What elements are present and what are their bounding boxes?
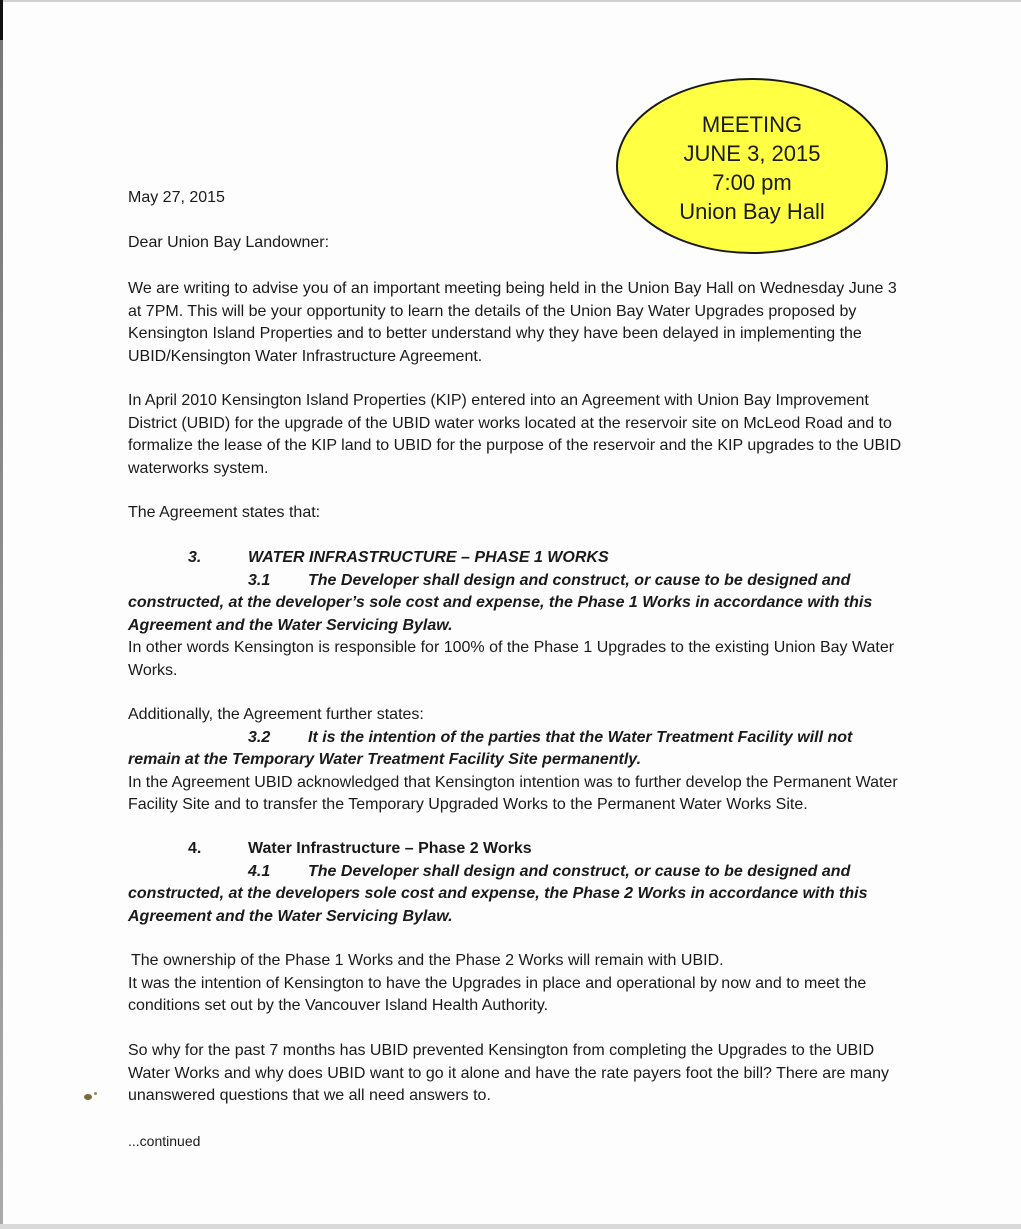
letter-salutation: Dear Union Bay Landowner: <box>128 234 330 251</box>
background-paragraph: In April 2010 Kensington Island Properties (KIP) entered into an Agreement with Union Bay Improvement District (UBID) for the upgrade of the UBID water works located at the reservoir site on McLeod Road and to formalize the lease of the KIP land to UBID for the purpose of the reservoir and the KIP upgrades to the UBID waterworks system. <box>128 392 902 477</box>
section-3 <box>128 547 908 682</box>
scan-edge-bottom <box>0 1224 1021 1229</box>
ownership-line: The ownership of the Phase 1 Works and the Phase 2 Works will remain with UBID. <box>131 952 724 969</box>
section-4-heading <box>128 838 908 861</box>
section-3-1-first-line: 3.1 The Developer shall design and construct, or cause to be designed and <box>128 570 908 593</box>
ownership-paragraph <box>128 950 908 1018</box>
section-3-number: 3. <box>188 549 202 566</box>
meeting-badge <box>616 78 888 254</box>
closing-question-paragraph: So why for the past 7 months has UBID prevented Kensington from completing the Upgrades to the UBID Water Works and why does UBID want to go it alone and have the rate payers foot the bill? There are many unanswered questions that we all need answers to. <box>128 1042 889 1104</box>
scan-edge-left <box>0 0 3 1229</box>
additionally-line: Additionally, the Agreement further states: <box>128 706 424 723</box>
letter-date: May 27, 2015 <box>128 189 225 206</box>
section-3-1-explanation: In other words Kensington is responsible for 100% of the Phase 1 Upgrades to the existing Union Bay Water Works. <box>128 639 895 679</box>
meeting-badge-location: Union Bay Hall <box>679 199 825 224</box>
section-3-2-explanation: In the Agreement UBID acknowledged that Kensington intention was to further develop the Permanent Water Facility Site and to transfer the Temporary Upgraded Works to the Permanent Water Works Site. <box>128 773 898 813</box>
scan-speck-small <box>94 1092 97 1095</box>
section-3-title: WATER INFRASTRUCTURE – PHASE 1 WORKS <box>248 549 609 566</box>
intention-line: It was the intention of Kensington to have the Upgrades in place and operational by now and to meet the conditions set out by the Vancouver Island Health Authority. <box>128 974 867 1014</box>
section-3-2-rest: remain at the Temporary Water Treatment Facility Site permanently. <box>128 751 642 768</box>
agreement-intro: The Agreement states that: <box>128 504 321 521</box>
section-4-number: 4. <box>188 840 202 857</box>
section-4-1-rest: constructed, at the developers sole cost and expense, the Phase 2 Works in accordance with this Agreement and the Water Servicing Bylaw. <box>128 885 868 925</box>
scan-speck <box>84 1094 92 1100</box>
section-4 <box>128 838 908 928</box>
meeting-badge-time: 7:00 pm <box>712 170 792 195</box>
section-4-1-first-line: 4.1 The Developer shall design and construct, or cause to be designed and <box>128 861 908 884</box>
section-3-1-rest: constructed, at the developer’s sole cost and expense, the Phase 1 Works in accordance with this Agreement and the Water Servicing Bylaw. <box>128 594 873 634</box>
continued-note: ...continued <box>128 1133 201 1149</box>
section-3-2-block <box>128 704 908 817</box>
section-4-1-number: 4.1 <box>248 862 271 880</box>
scan-edge-top <box>0 0 1021 2</box>
section-4-title: Water Infrastructure – Phase 2 Works <box>248 840 532 857</box>
section-3-2-first-line: 3.2 It is the intention of the parties that the Water Treatment Facility will not <box>128 727 908 750</box>
section-3-1-number: 3.1 <box>248 571 271 589</box>
section-3-2-number: 3.2 <box>248 728 271 746</box>
meeting-badge-title: MEETING <box>701 112 803 137</box>
section-3-heading <box>128 547 908 570</box>
intro-paragraph: We are writing to advise you of an important meeting being held in the Union Bay Hall on Wednesday June 3 at 7PM. This will be your opportunity to learn the details of the Union Bay Water Upgrades proposed by Kensington Island Properties and to better understand why they have been delayed in implementing the UBID/Kensington Water Infrastructure Agreement. <box>128 280 897 365</box>
meeting-badge-date: JUNE 3, 2015 <box>683 141 821 166</box>
